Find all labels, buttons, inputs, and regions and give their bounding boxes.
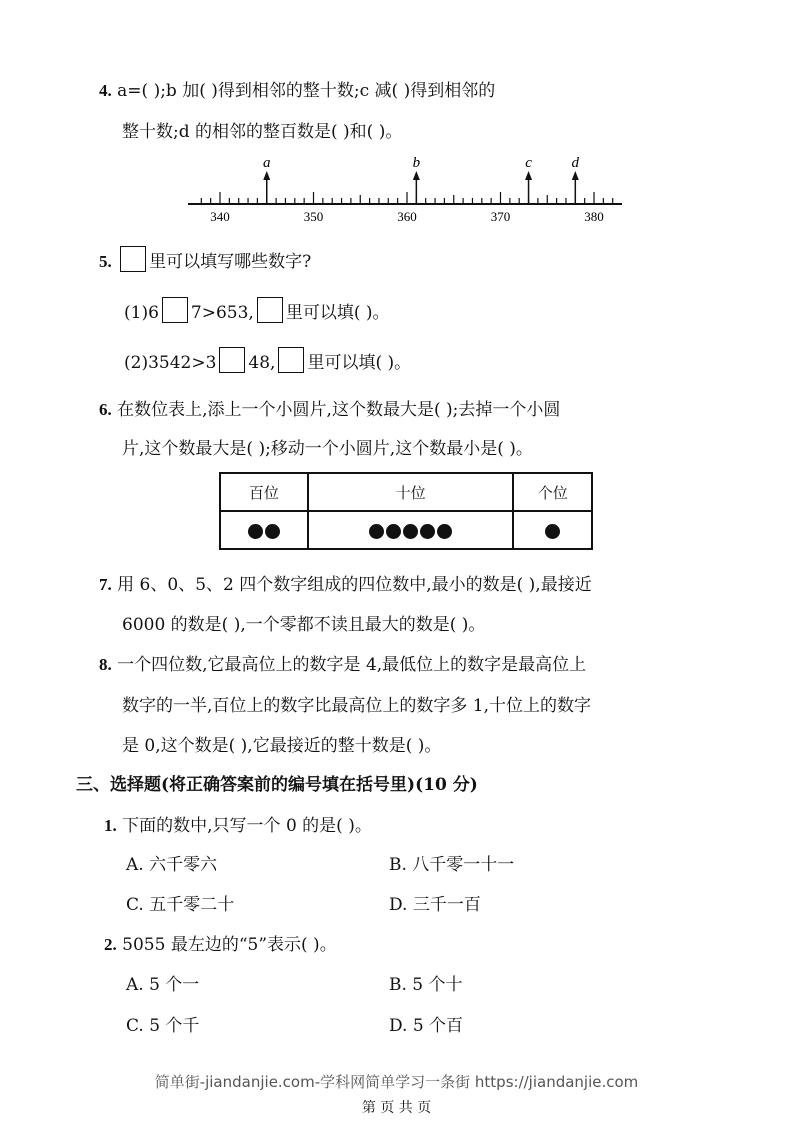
question-8-line1 [99,650,586,675]
question-text: a=( );b 加( )得到相邻的整十数;c 减( )得到相邻的 [117,81,496,101]
marker-arrowhead [263,171,270,180]
part-mid: 7>653, [190,303,254,323]
question-8-line3: 是 0,这个数是( ),它最接近的整十数是( )。 [122,736,442,756]
question-4-line2: 整十数;d 的相邻的整百数是( )和( )。 [122,122,403,142]
question-number: 8. [99,655,112,674]
footer-page: 第 页 共 页 [361,1100,432,1116]
choice-question-1 [104,811,372,836]
counter-dot [437,524,452,539]
tick-label: 340 [210,209,230,224]
question-text: 在数位表上,添上一个小圆片,这个数最大是( );去掉一个小圆 [117,400,561,420]
tick-label: 370 [490,209,511,224]
tick-label: 380 [584,209,604,224]
counter-dot [386,524,401,539]
blank-box[interactable] [162,297,188,323]
option-c: C. 五千零二十 [126,895,235,915]
question-number: 1. [104,816,117,835]
question-5-part2 [124,347,411,373]
marker-label: b [412,155,421,171]
question-5-part1 [124,297,390,323]
question-number: 7. [99,575,112,594]
part-prefix: (2)3542>3 [124,353,217,373]
blank-box [257,297,283,323]
option-a: A. 5 个一 [126,975,200,995]
option-d: D. 5 个百 [389,1016,464,1036]
marker-label: d [571,155,580,171]
tick-label: 350 [303,209,324,224]
question-number: 6. [99,400,112,419]
blank-box[interactable] [219,347,245,373]
choice-question-2 [104,930,337,955]
part-answer-text: 里可以填( )。 [285,303,390,323]
question-number: 4. [99,81,112,100]
question-7-line1 [99,570,592,595]
question-text: 一个四位数,它最高位上的数字是 4,最低位上的数字是最高位上 [117,655,587,675]
header-tens: 十位 [308,473,514,511]
counter-dot [248,524,263,539]
header-hundreds: 百位 [220,473,308,511]
ones-counters [513,511,592,549]
question-6-line2: 片,这个数最大是( );移动一个小圆片,这个数最小是( )。 [122,439,533,459]
option-d: D. 三千一百 [389,895,481,915]
part-mid: 48, [248,353,276,373]
marker-label: a [263,155,271,171]
marker-arrowhead [525,171,532,180]
option-b: B. 八千零一十一 [389,855,515,875]
question-7-line2: 6000 的数是( ),一个零都不读且最大的数是( )。 [122,615,486,635]
header-ones: 个位 [513,473,592,511]
marker-arrowhead [572,171,579,180]
blank-box [278,347,304,373]
option-a: A. 六千零六 [126,855,218,875]
option-c: C. 5 个千 [126,1016,200,1036]
question-8-line2: 数字的一半,百位上的数字比最高位上的数字多 1,十位上的数字 [122,696,592,716]
part-answer-text: 里可以填( )。 [307,353,412,373]
question-text: 下面的数中,只写一个 0 的是( )。 [122,816,372,836]
counter-dot [403,524,418,539]
place-value-table [219,472,593,550]
tick-label: 360 [397,209,417,224]
question-number: 2. [104,935,117,954]
number-line [180,152,630,232]
footer-source: 简单街-jiandanjie.com-学科网简单学习一条街 https://jiandanjie.com [154,1073,639,1091]
counter-dot [265,524,280,539]
option-b: B. 5 个十 [389,975,463,995]
counter-dot [420,524,435,539]
question-text: 里可以填写哪些数字? [149,252,312,272]
blank-box [120,246,146,272]
question-text: 5055 最左边的“5”表示( )。 [122,935,337,955]
section-title: 三、选择题(将正确答案前的编号填在括号里)(10 分) [76,775,478,795]
question-4-line1 [99,76,495,101]
marker-arrowhead [413,171,420,180]
counter-dot [369,524,384,539]
question-text: 用 6、0、5、2 四个数字组成的四位数中,最小的数是( ),最接近 [117,575,592,595]
question-5-title [99,246,311,272]
tens-counters [308,511,514,549]
hundreds-counters [220,511,308,549]
marker-label: c [525,155,532,171]
question-6-line1 [99,395,560,420]
part-prefix: (1)6 [124,303,159,323]
counter-dot [545,524,560,539]
question-number: 5. [99,252,112,271]
